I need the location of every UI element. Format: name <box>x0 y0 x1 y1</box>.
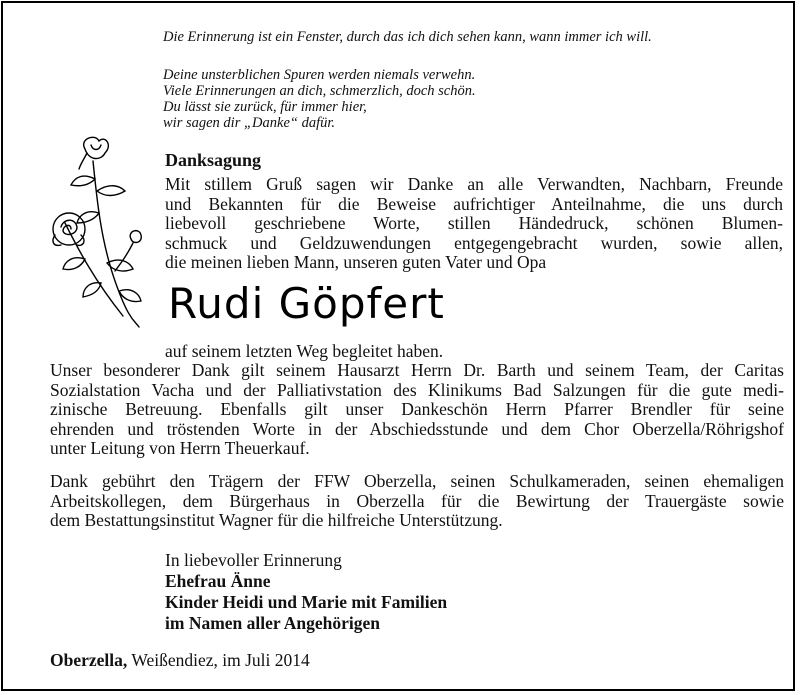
text-line: zinische Betreuung. Ebenfalls gilt unser Dankeschön Herrn Pfarrer Brendler für seine <box>50 399 784 420</box>
text-line: Mit stillem Gruß sagen wir Danke an alle Verwandten, Nachbarn, Freunde <box>165 174 783 194</box>
place-date <box>50 650 310 671</box>
intro-tail: auf seinem letzten Weg begleitet haben. <box>165 341 444 361</box>
signature-intro: In liebevoller Erinnerung <box>165 550 342 570</box>
text-line: und Bekannten für die Beweise aufrichtiger Anteilnahme, die uns durch <box>165 193 783 214</box>
text-line: Sozialstation Vacha und der Palliativstation des Klinikums Bad Salzungen für die gute medi- <box>50 379 784 400</box>
text-line: Arbeitskollegen, dem Bürgerhaus in Oberzella für die Bewirtung der Trauergäste sowie <box>50 490 784 511</box>
thanks-paragraph-2 <box>50 472 784 531</box>
text-line: die meinen lieben Mann, unseren guten Vater und Opa <box>165 252 547 273</box>
text-line: Dank gebührt den Trägern der FFW Oberzella, seinen Schulkameraden, seinen ehemaligen <box>50 471 784 491</box>
signature-line: Kinder Heidi und Marie mit Familien <box>165 592 448 612</box>
text-line: ehrenden und tröstenden Worte in der Abschiedsstunde und dem Chor Oberzella/Röhrigshof <box>50 418 784 439</box>
deceased-name: Rudi Göpfert <box>168 279 445 328</box>
signature-line: Ehefrau Änne <box>165 571 271 591</box>
verse-line: Du lässt sie zurück, für immer hier, <box>163 99 367 115</box>
text-line: liebevoll geschriebene Worte, stillen Händedruck, schönen Blumen- <box>165 213 783 234</box>
text-line: schmuck und Geldzuwendungen entgegengebracht wurden, sowie allen, <box>165 232 783 253</box>
text-line: dem Bestattungsinstitut Wagner für die hilfreiche Unterstützung. <box>50 510 503 531</box>
place-rest: Weißendiez, im Juli 2014 <box>131 650 310 670</box>
signature-line: im Namen aller Angehörigen <box>165 613 381 633</box>
heading-danksagung: Danksagung <box>165 150 262 170</box>
text-line: unter Leitung von Herrn Theuerkauf. <box>50 438 310 459</box>
text-line: Unser besonderer Dank gilt seinem Hausarzt Herrn Dr. Barth und seinem Team, der Caritas <box>50 360 784 380</box>
verse-line: Viele Erinnerungen an dich, schmerzlich, doch schön. <box>163 83 476 99</box>
place-town: Oberzella, <box>50 650 128 670</box>
thanks-paragraph-1 <box>50 361 784 459</box>
notice-frame <box>1 1 795 691</box>
verse-line: Deine unsterblichen Spuren werden niemals verwehn. <box>163 67 476 83</box>
poem-quote: Die Erinnerung ist ein Fenster, durch das ich dich sehen kann, wann immer ich will. <box>163 29 652 45</box>
poem-verse <box>163 67 476 131</box>
rose-illustration <box>35 131 163 331</box>
verse-line: wir sagen dir „Danke“ dafür. <box>163 115 336 131</box>
intro-paragraph <box>165 175 783 273</box>
